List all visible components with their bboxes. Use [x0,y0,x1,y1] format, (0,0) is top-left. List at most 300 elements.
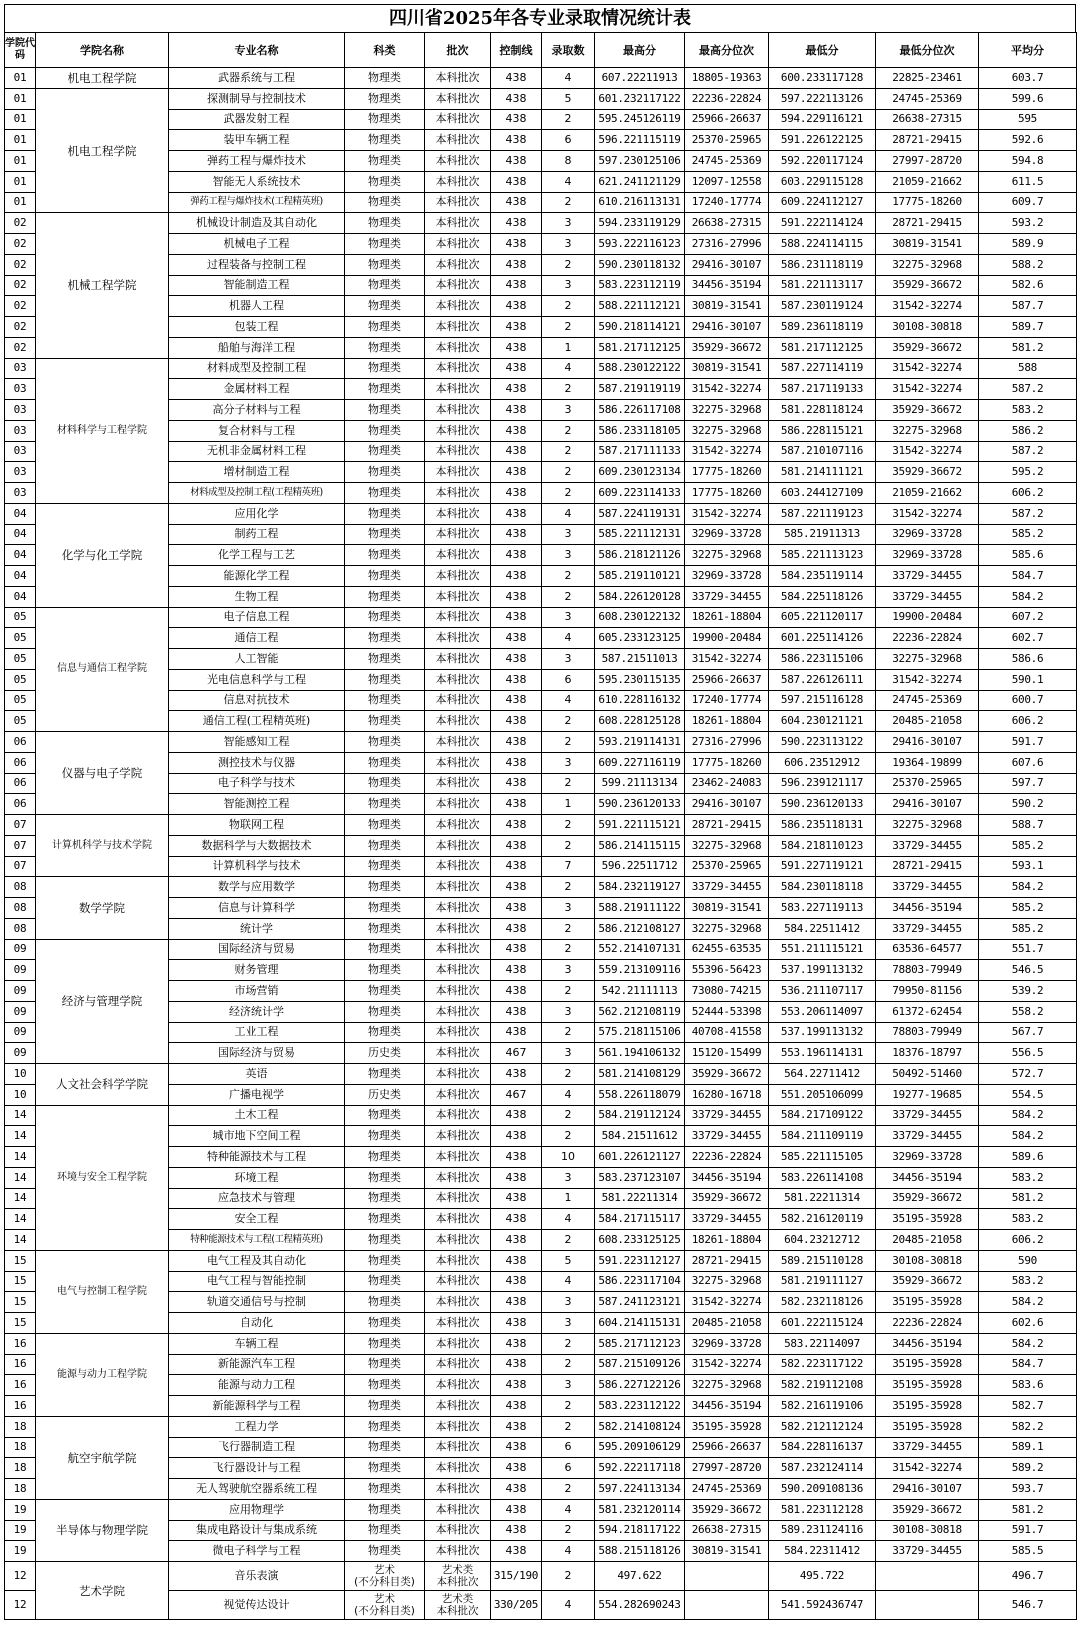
max-rank-cell: 25966-26637 [685,669,769,690]
college-code-cell: 07 [5,856,36,877]
type-cell: 物理类 [345,1188,425,1209]
min-rank-cell: 35929-36672 [876,1188,979,1209]
type-cell: 物理类 [345,939,425,960]
max-score-cell: 584.21511612 [595,1126,685,1147]
max-rank-cell: 32275-32968 [685,400,769,421]
max-score-cell: 558.226118079 [595,1084,685,1105]
type-cell: 物理类 [345,1167,425,1188]
major-cell: 复合材料与工程 [169,420,345,441]
min-score-cell: 587.227114119 [769,358,876,379]
min-score-cell: 601.222115124 [769,1313,876,1334]
min-score-cell: 564.22711412 [769,1064,876,1085]
type-cell: 物理类 [345,254,425,275]
college-code-cell: 05 [5,607,36,628]
type-cell: 物理类 [345,213,425,234]
college-code-cell: 09 [5,939,36,960]
avg-score-cell: 589.2 [979,1458,1077,1479]
min-score-cell: 587.232124114 [769,1458,876,1479]
admitted-cell: 2 [542,835,595,856]
batch-cell: 本科批次 [425,545,491,566]
min-rank-cell: 34456-35194 [876,1333,979,1354]
admitted-cell: 4 [542,358,595,379]
major-cell: 安全工程 [169,1209,345,1230]
min-rank-cell: 30819-31541 [876,234,979,255]
batch-cell: 本科批次 [425,960,491,981]
max-rank-cell: 20485-21058 [685,1313,769,1334]
max-score-cell: 584.232119127 [595,877,685,898]
admitted-cell: 5 [542,88,595,109]
admitted-cell: 3 [542,400,595,421]
college-code-cell: 01 [5,130,36,151]
avg-score-cell: 582.2 [979,1416,1077,1437]
avg-score-cell: 611.5 [979,171,1077,192]
admitted-cell: 4 [542,1541,595,1562]
type-cell: 物理类 [345,503,425,524]
max-score-cell: 586.214115115 [595,835,685,856]
major-cell: 车辆工程 [169,1333,345,1354]
min-score-cell: 591.226122125 [769,130,876,151]
type-cell: 物理类 [345,545,425,566]
admitted-cell: 2 [542,317,595,338]
min-rank-cell: 78803-79949 [876,960,979,981]
major-cell: 国际经济与贸易 [169,1043,345,1064]
max-score-cell: 497.622 [595,1562,685,1591]
avg-score-cell: 585.2 [979,524,1077,545]
min-score-cell: 584.228116137 [769,1437,876,1458]
max-rank-cell: 33729-34455 [685,586,769,607]
avg-score-cell: 584.2 [979,1126,1077,1147]
college-code-cell: 01 [5,151,36,172]
min-score-cell: 584.225118126 [769,586,876,607]
batch-cell: 本科批次 [425,213,491,234]
major-cell: 制药工程 [169,524,345,545]
major-cell: 工业工程 [169,1022,345,1043]
major-cell: 化学工程与工艺 [169,545,345,566]
min-score-cell: 596.239121117 [769,773,876,794]
min-score-cell: 586.235118131 [769,815,876,836]
min-score-cell: 597.222113126 [769,88,876,109]
admission-table [4,32,1077,1620]
batch-cell: 本科批次 [425,379,491,400]
batch-cell: 本科批次 [425,1084,491,1105]
batch-cell [425,1562,491,1591]
min-score-cell: 604.23212712 [769,1230,876,1251]
max-score-cell: 597.230125106 [595,151,685,172]
batch-cell: 本科批次 [425,171,491,192]
avg-score-cell: 556.5 [979,1043,1077,1064]
max-score-cell: 587.219119119 [595,379,685,400]
control-line-cell: 438 [491,815,542,836]
admitted-cell: 3 [542,1292,595,1313]
min-rank-cell: 25370-25965 [876,773,979,794]
max-score-cell: 587.215109126 [595,1354,685,1375]
admitted-cell: 2 [542,109,595,130]
college-code-cell: 03 [5,379,36,400]
major-cell: 物联网工程 [169,815,345,836]
max-score-cell: 590.230118132 [595,254,685,275]
max-rank-cell: 33729-34455 [685,1105,769,1126]
batch-cell: 本科批次 [425,1458,491,1479]
type-cell: 物理类 [345,1333,425,1354]
max-score-cell: 608.228125128 [595,711,685,732]
control-line-cell: 438 [491,420,542,441]
major-cell: 音乐表演 [169,1562,345,1591]
major-cell: 无人驾驶航空器系统工程 [169,1479,345,1500]
min-rank-cell: 32275-32968 [876,420,979,441]
avg-score-cell: 590.1 [979,669,1077,690]
avg-score-cell: 606.2 [979,483,1077,504]
college-code-cell: 08 [5,918,36,939]
major-cell: 数学与应用数学 [169,877,345,898]
batch-cell: 本科批次 [425,441,491,462]
max-score-cell: 581.232120114 [595,1499,685,1520]
major-cell: 统计学 [169,918,345,939]
control-line-cell: 438 [491,1313,542,1334]
batch-cell: 本科批次 [425,462,491,483]
max-rank-cell: 25370-25965 [685,130,769,151]
min-score-cell: 590.236120133 [769,794,876,815]
avg-score-cell: 606.2 [979,1230,1077,1251]
control-line-cell: 438 [491,732,542,753]
type-cell: 物理类 [345,1064,425,1085]
avg-score-cell: 593.2 [979,213,1077,234]
batch-cell: 本科批次 [425,877,491,898]
batch-cell [425,1591,491,1620]
college-code-cell: 09 [5,1022,36,1043]
max-rank-cell: 32969-33728 [685,566,769,587]
type-cell [345,1591,425,1620]
min-rank-cell: 35929-36672 [876,400,979,421]
major-cell: 飞行器设计与工程 [169,1458,345,1479]
avg-score-cell: 583.2 [979,1209,1077,1230]
avg-score-cell: 587.2 [979,503,1077,524]
college-code-cell: 06 [5,773,36,794]
max-score-cell: 562.212108119 [595,1001,685,1022]
admitted-cell: 2 [542,420,595,441]
max-rank-cell: 18261-18804 [685,1230,769,1251]
admitted-cell: 1 [542,337,595,358]
max-score-cell: 542.21111113 [595,981,685,1002]
max-score-cell: 584.226120128 [595,586,685,607]
control-line-cell: 438 [491,68,542,89]
control-line-cell: 438 [491,130,542,151]
admitted-cell: 2 [542,1105,595,1126]
min-score-cell: 585.221115105 [769,1147,876,1168]
table-row [5,1105,1077,1126]
min-score-cell: 587.221119123 [769,503,876,524]
major-cell: 弹药工程与爆炸技术(工程精英班) [169,192,345,213]
type-cell: 物理类 [345,690,425,711]
min-rank-cell: 29416-30107 [876,1479,979,1500]
header-row [5,33,1077,68]
admitted-cell: 7 [542,856,595,877]
batch-cell: 本科批次 [425,317,491,338]
college-code-cell: 03 [5,441,36,462]
table-row [5,607,1077,628]
batch-cell: 本科批次 [425,835,491,856]
college-code-cell: 04 [5,503,36,524]
control-line-cell: 438 [491,835,542,856]
type-cell: 物理类 [345,68,425,89]
max-score-cell: 593.222116123 [595,234,685,255]
max-rank-cell: 30819-31541 [685,898,769,919]
college-code-cell: 19 [5,1499,36,1520]
avg-score-cell: 595 [979,109,1077,130]
college-code-cell: 01 [5,88,36,109]
control-line-cell: 438 [491,462,542,483]
major-cell: 财务管理 [169,960,345,981]
type-cell: 物理类 [345,109,425,130]
college-code-cell: 05 [5,649,36,670]
admitted-cell: 4 [542,1591,595,1620]
type-cell: 物理类 [345,337,425,358]
table-row [5,503,1077,524]
avg-score-cell: 584.2 [979,877,1077,898]
type-cell: 物理类 [345,1396,425,1417]
control-line-cell: 438 [491,483,542,504]
max-score-cell: 581.214108129 [595,1064,685,1085]
max-rank-cell: 30819-31541 [685,1541,769,1562]
control-line-cell: 438 [491,711,542,732]
min-rank-cell: 34456-35194 [876,898,979,919]
admitted-cell: 3 [542,752,595,773]
college-code-cell: 03 [5,420,36,441]
college-code-cell: 06 [5,794,36,815]
min-score-cell: 591.227119121 [769,856,876,877]
min-score-cell: 600.233117128 [769,68,876,89]
max-score-cell: 608.230122132 [595,607,685,628]
table-row [5,358,1077,379]
min-score-cell: 589.236118119 [769,317,876,338]
type-cell: 物理类 [345,1126,425,1147]
type-cell: 物理类 [345,358,425,379]
college-code-cell: 02 [5,317,36,338]
max-rank-cell: 40708-41558 [685,1022,769,1043]
major-cell: 武器发射工程 [169,109,345,130]
min-score-cell: 603.244127109 [769,483,876,504]
min-rank-cell: 30108-30818 [876,1520,979,1541]
table-row [5,68,1077,89]
batch-cell: 本科批次 [425,337,491,358]
control-line-cell: 438 [491,1188,542,1209]
min-score-cell: 581.217112125 [769,337,876,358]
control-line-cell: 438 [491,1105,542,1126]
control-line-cell: 438 [491,1292,542,1313]
max-rank-cell: 35929-36672 [685,1188,769,1209]
college-code-cell: 09 [5,1043,36,1064]
control-line-cell: 438 [491,918,542,939]
college-code-cell: 16 [5,1354,36,1375]
batch-cell: 本科批次 [425,1333,491,1354]
admitted-cell: 6 [542,1458,595,1479]
min-score-cell: 537.199113132 [769,960,876,981]
max-score-cell: 583.237123107 [595,1167,685,1188]
avg-score-cell: 592.6 [979,130,1077,151]
table-row [5,732,1077,753]
college-code-cell: 10 [5,1064,36,1085]
college-code-cell: 15 [5,1271,36,1292]
col-header-major: 专业名称 [169,33,345,68]
col-header-admitted: 录取数 [542,33,595,68]
avg-score-cell: 583.6 [979,1375,1077,1396]
min-score-cell: 584.218110123 [769,835,876,856]
max-rank-cell: 17775-18260 [685,752,769,773]
max-rank-cell: 35929-36672 [685,337,769,358]
min-rank-cell: 32275-32968 [876,649,979,670]
college-code-cell: 12 [5,1591,36,1620]
type-cell: 物理类 [345,918,425,939]
major-cell: 特种能源技术与工程 [169,1147,345,1168]
major-cell: 测控技术与仪器 [169,752,345,773]
admitted-cell: 2 [542,939,595,960]
major-cell: 机器人工程 [169,296,345,317]
min-score-cell: 584.217109122 [769,1105,876,1126]
major-cell: 特种能源技术与工程(工程精英班) [169,1230,345,1251]
admitted-cell: 2 [542,1562,595,1591]
admitted-cell: 3 [542,545,595,566]
max-score-cell: 599.21113134 [595,773,685,794]
min-score-cell: 536.211107117 [769,981,876,1002]
major-cell: 飞行器制造工程 [169,1437,345,1458]
avg-score-cell: 591.7 [979,1520,1077,1541]
avg-score-cell: 588 [979,358,1077,379]
college-code-cell: 09 [5,981,36,1002]
control-line-cell: 438 [491,1271,542,1292]
min-rank-cell: 19900-20484 [876,607,979,628]
control-line-cell: 438 [491,856,542,877]
avg-score-cell: 496.7 [979,1562,1077,1591]
control-line-cell: 438 [491,1147,542,1168]
min-score-cell: 604.230121121 [769,711,876,732]
avg-score-cell: 585.2 [979,918,1077,939]
type-cell: 物理类 [345,877,425,898]
max-score-cell: 587.224119131 [595,503,685,524]
batch-cell: 本科批次 [425,1271,491,1292]
max-rank-cell: 32275-32968 [685,835,769,856]
col-header-max-rank: 最高分位次 [685,33,769,68]
min-rank-cell: 63536-64577 [876,939,979,960]
admitted-cell: 2 [542,1064,595,1085]
avg-score-cell: 586.6 [979,649,1077,670]
type-cell: 物理类 [345,483,425,504]
avg-score-cell: 587.7 [979,296,1077,317]
max-rank-cell: 33729-34455 [685,1209,769,1230]
college-code-cell: 05 [5,628,36,649]
max-rank-cell: 30819-31541 [685,296,769,317]
max-rank-cell: 34456-35194 [685,1396,769,1417]
max-score-cell: 605.233123125 [595,628,685,649]
avg-score-cell: 581.2 [979,1499,1077,1520]
min-rank-cell: 28721-29415 [876,856,979,877]
college-code-cell: 16 [5,1333,36,1354]
avg-score-cell: 584.2 [979,1105,1077,1126]
max-rank-cell: 17775-18260 [685,462,769,483]
major-cell: 机械设计制造及其自动化 [169,213,345,234]
avg-score-cell: 587.2 [979,441,1077,462]
max-rank-cell: 62455-63535 [685,939,769,960]
admitted-cell: 2 [542,711,595,732]
type-cell: 物理类 [345,1458,425,1479]
min-rank-cell: 35195-35928 [876,1354,979,1375]
batch-cell: 本科批次 [425,732,491,753]
admitted-cell: 3 [542,649,595,670]
min-rank-cell: 32969-33728 [876,524,979,545]
major-cell: 能源与动力工程 [169,1375,345,1396]
max-rank-cell: 18805-19363 [685,68,769,89]
avg-score-cell: 602.6 [979,1313,1077,1334]
college-code-cell: 04 [5,566,36,587]
batch-cell: 本科批次 [425,566,491,587]
min-rank-cell: 19277-19685 [876,1084,979,1105]
type-cell: 物理类 [345,462,425,483]
admitted-cell: 2 [542,1333,595,1354]
batch-cell: 本科批次 [425,898,491,919]
admitted-cell: 2 [542,254,595,275]
batch-cell: 本科批次 [425,711,491,732]
college-name-cell: 能源与动力工程学院 [36,1333,169,1416]
min-score-cell: 582.223117122 [769,1354,876,1375]
control-line-cell: 438 [491,171,542,192]
major-cell: 电子科学与技术 [169,773,345,794]
control-line-cell: 438 [491,607,542,628]
major-cell: 数据科学与大数据技术 [169,835,345,856]
college-code-cell: 14 [5,1105,36,1126]
min-rank-cell: 31542-32274 [876,358,979,379]
min-score-cell: 585.221113123 [769,545,876,566]
control-line-cell: 438 [491,400,542,421]
min-score-cell: 582.232118126 [769,1292,876,1313]
type-cell: 物理类 [345,151,425,172]
min-score-cell: 551.211115121 [769,939,876,960]
avg-score-cell: 558.2 [979,1001,1077,1022]
max-rank-cell: 32275-32968 [685,918,769,939]
avg-score-cell: 584.2 [979,1333,1077,1354]
batch-line-1: 艺术类 [441,1564,474,1576]
min-score-cell: 553.196114131 [769,1043,876,1064]
table-row [5,877,1077,898]
control-line-cell: 438 [491,1499,542,1520]
control-line-cell: 438 [491,1541,542,1562]
avg-score-cell: 590.2 [979,794,1077,815]
batch-cell: 本科批次 [425,483,491,504]
batch-cell: 本科批次 [425,773,491,794]
min-rank-cell: 17775-18260 [876,192,979,213]
college-code-cell: 02 [5,213,36,234]
admitted-cell: 10 [542,1147,595,1168]
college-code-cell: 05 [5,690,36,711]
batch-line-2: 本科批次 [436,1605,479,1617]
college-code-cell: 18 [5,1416,36,1437]
min-rank-cell: 35195-35928 [876,1375,979,1396]
min-score-cell: 583.226114108 [769,1167,876,1188]
admitted-cell: 2 [542,1354,595,1375]
control-line-cell: 438 [491,566,542,587]
type-cell: 物理类 [345,794,425,815]
admitted-cell: 2 [542,732,595,753]
major-cell: 信息对抗技术 [169,690,345,711]
major-cell: 无机非金属材料工程 [169,441,345,462]
major-cell: 智能无人系统技术 [169,171,345,192]
type-line-1: 艺术 [374,1564,395,1576]
max-rank-cell: 12097-12558 [685,171,769,192]
max-score-cell: 561.194106132 [595,1043,685,1064]
type-cell: 物理类 [345,856,425,877]
type-cell: 物理类 [345,711,425,732]
college-code-cell: 02 [5,234,36,255]
major-cell: 包装工程 [169,317,345,338]
college-code-cell: 16 [5,1375,36,1396]
batch-cell: 本科批次 [425,1209,491,1230]
